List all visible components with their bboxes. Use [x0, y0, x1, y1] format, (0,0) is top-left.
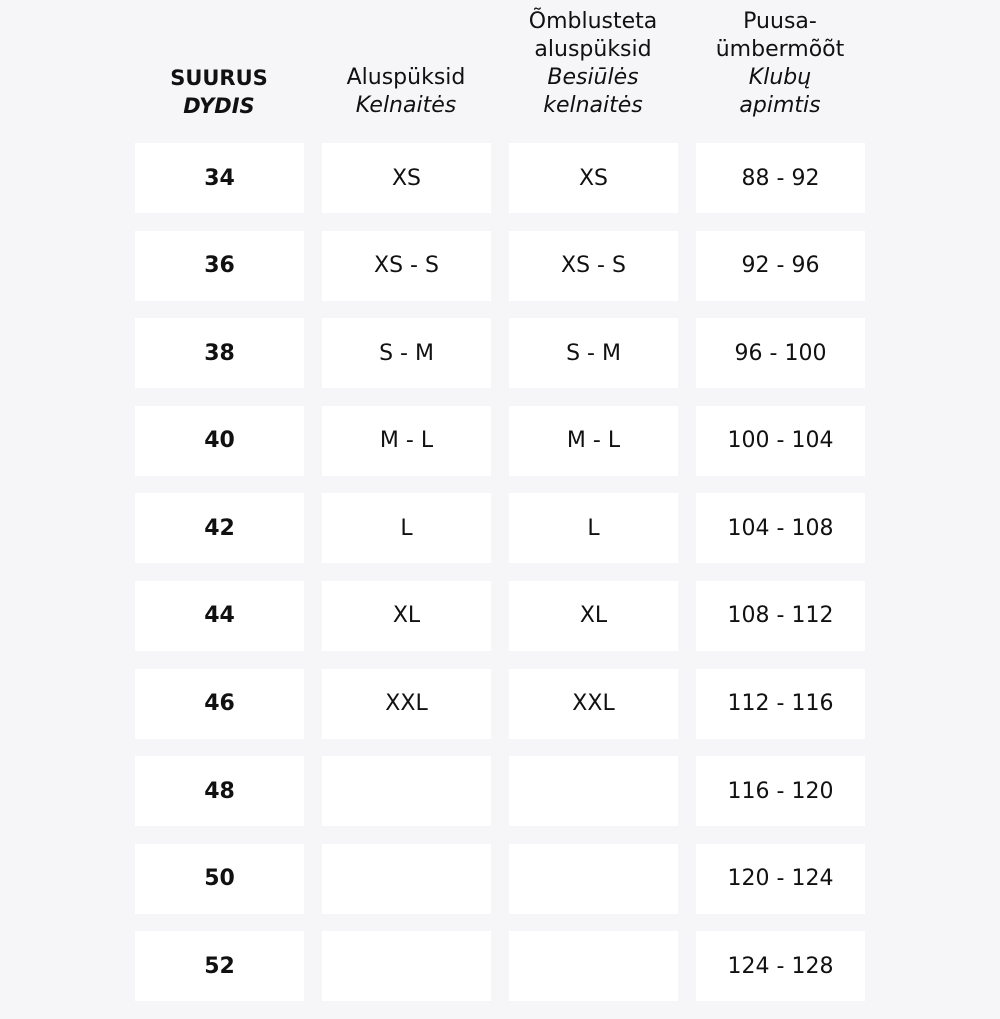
briefs-cell: XS - S — [322, 231, 491, 301]
briefs-cell: M - L — [322, 406, 491, 476]
table-row — [135, 931, 866, 1001]
hip-cell: 120 - 124 — [696, 844, 865, 914]
hip-cell: 124 - 128 — [696, 931, 865, 1001]
seamless-cell: L — [509, 493, 678, 563]
size-cell: 52 — [135, 931, 304, 1001]
header-size-lt: DYDIS — [183, 94, 255, 118]
table-row — [135, 581, 866, 651]
hip-cell: 112 - 116 — [696, 669, 865, 739]
size-cell: 36 — [135, 231, 304, 301]
table-row — [135, 318, 866, 388]
size-cell: 42 — [135, 493, 304, 563]
size-cell: 34 — [135, 143, 304, 213]
hip-cell: 92 - 96 — [696, 231, 865, 301]
briefs-cell: XS — [322, 143, 491, 213]
header-briefs-et: Aluspüksid — [346, 65, 466, 90]
header-seamless-lt-1: Besiūlės — [547, 65, 639, 90]
header-hip-lt-1: Klubų — [748, 65, 812, 90]
hip-cell: 100 - 104 — [696, 406, 865, 476]
briefs-cell — [322, 756, 491, 826]
seamless-cell — [509, 756, 678, 826]
header-briefs — [301, 0, 511, 120]
hip-cell: 108 - 112 — [696, 581, 865, 651]
table-header — [0, 0, 1000, 130]
hip-cell: 88 - 92 — [696, 143, 865, 213]
seamless-cell: M - L — [509, 406, 678, 476]
briefs-cell — [322, 931, 491, 1001]
briefs-cell: S - M — [322, 318, 491, 388]
seamless-cell — [509, 844, 678, 914]
header-seamless-lt-2: kelnaitės — [543, 93, 643, 118]
seamless-cell: S - M — [509, 318, 678, 388]
briefs-cell: L — [322, 493, 491, 563]
hip-cell: 104 - 108 — [696, 493, 865, 563]
hip-cell: 96 - 100 — [696, 318, 865, 388]
seamless-cell: XL — [509, 581, 678, 651]
briefs-cell: XXL — [322, 669, 491, 739]
table-row — [135, 669, 866, 739]
seamless-cell — [509, 931, 678, 1001]
header-hip-et-1: Puusa- — [743, 9, 817, 34]
briefs-cell — [322, 844, 491, 914]
header-seamless-et-1: Õmblusteta — [528, 9, 658, 34]
table-row — [135, 756, 866, 826]
table-row — [135, 143, 866, 213]
table-row — [135, 231, 866, 301]
seamless-cell: XXL — [509, 669, 678, 739]
size-cell: 40 — [135, 406, 304, 476]
header-size-et: SUURUS — [170, 66, 268, 90]
table-row — [135, 406, 866, 476]
header-seamless-et-2: aluspüksid — [534, 37, 652, 62]
seamless-cell: XS - S — [509, 231, 678, 301]
header-briefs-lt: Kelnaitės — [355, 93, 457, 118]
size-cell: 50 — [135, 844, 304, 914]
hip-cell: 116 - 120 — [696, 756, 865, 826]
header-size — [114, 0, 324, 120]
header-hip — [675, 0, 885, 120]
header-hip-et-2: ümbermõõt — [715, 37, 845, 62]
size-cell: 48 — [135, 756, 304, 826]
size-cell: 44 — [135, 581, 304, 651]
table-row — [135, 493, 866, 563]
size-cell: 46 — [135, 669, 304, 739]
briefs-cell: XL — [322, 581, 491, 651]
header-hip-lt-2: apimtis — [739, 93, 821, 118]
table-row — [135, 844, 866, 914]
size-table — [135, 143, 866, 1019]
seamless-cell: XS — [509, 143, 678, 213]
header-seamless — [488, 0, 698, 120]
size-cell: 38 — [135, 318, 304, 388]
